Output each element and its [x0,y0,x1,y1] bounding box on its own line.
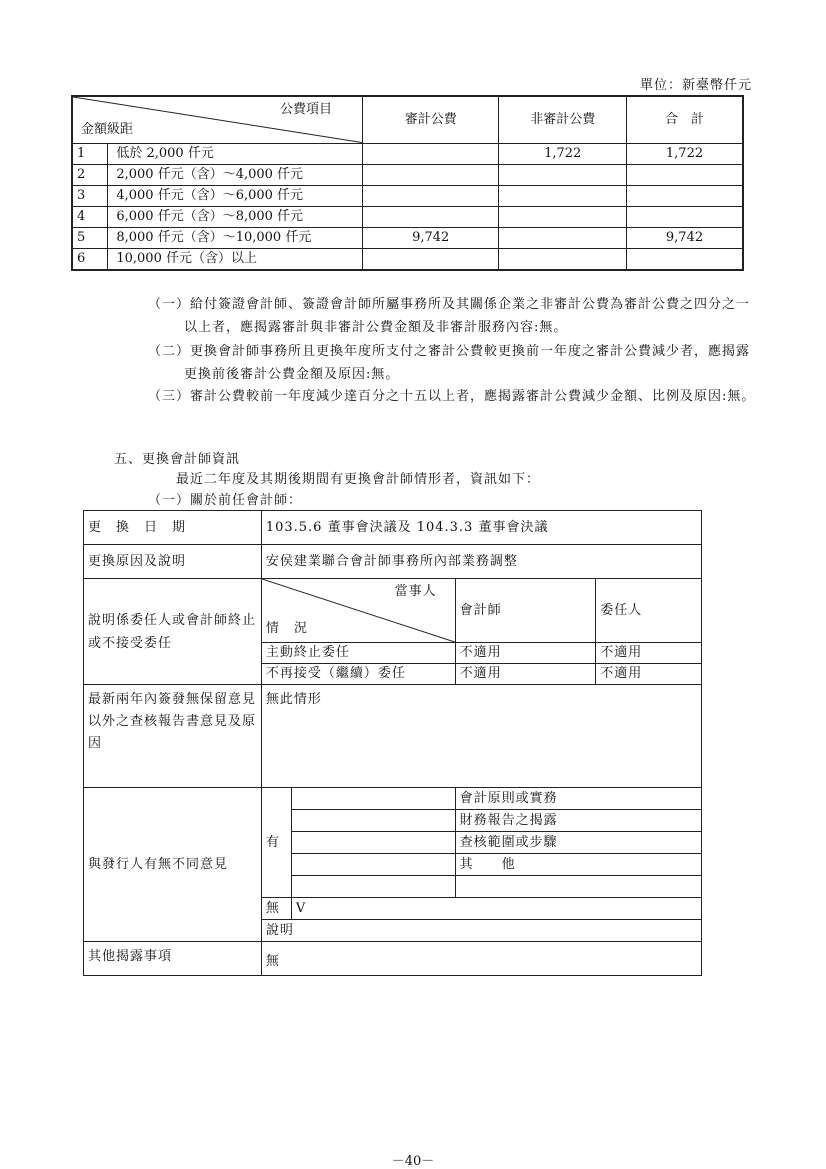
disagree-check-3 [291,832,455,854]
row-total [627,185,744,206]
row-audit: 9,742 [363,227,499,248]
header-fee-item: 公費項目 [279,102,332,117]
table-row [72,206,743,227]
row-number: 2 [72,164,108,185]
note-3 [148,385,758,408]
table-row [72,185,743,206]
row1-client: 不適用 [596,643,702,664]
row-number: 3 [72,185,108,206]
no-label: 無 [261,898,291,920]
page-number: －40－ [391,1154,435,1169]
row-non-audit [499,206,627,227]
reason-label: 更換原因及說明 [84,545,262,579]
note-label: （二） [148,344,191,359]
table-row [72,143,743,164]
note-text: 審計公費較前一年度減少達百分之十五以上者，應揭露審計公費減少金額、比例及原因:無。 [190,389,756,404]
row-range: 6,000 仟元（含）～8,000 仟元 [108,206,363,227]
col-client: 委任人 [596,579,702,643]
disagree-item-5 [455,876,701,898]
unit-label: 單位：新臺幣仟元 [639,78,752,93]
party-header: 當事人 [394,584,437,599]
no-mark: V [291,898,701,920]
row2-label: 不再接受（繼續）委任 [261,664,455,685]
row-audit [363,143,499,164]
cpa-change-table [83,510,702,976]
row2-client: 不適用 [596,664,702,685]
row1-cpa: 不適用 [455,643,596,664]
note-text: 更換會計師事務所且更換年度所支付之審計公費較更換前一年度之審計公費減少者，應揭露更換前後審計公費金額及原因:無。 [184,344,751,382]
table-row [72,248,743,270]
note-text: 給付簽證會計師、簽證會計師所屬事務所及其關係企業之非審計公費為審計公費之四分之一以上者，應揭露審計與非審計公費金額及非審計服務內容:無。 [184,297,751,335]
note-1 [148,293,758,339]
header-amount-range: 金額級距 [81,121,134,137]
disagree-check-5 [291,876,455,898]
explain-label: 說明 [261,920,701,942]
opinion-value: 無此情形 [261,685,701,788]
section-title: 五、更換會計師資訊 [114,452,241,467]
disagree-label: 與發行人有無不同意見 [84,788,262,942]
disagree-item-3: 查核範圍或步驟 [455,832,701,854]
disagree-item-2: 財務報告之揭露 [455,810,701,832]
row-audit [363,164,499,185]
row-total [627,248,744,270]
row-total [627,206,744,227]
reason-value: 安侯建業聯合會計師事務所內部業務調整 [261,545,701,579]
opinion-label: 最新兩年內簽發無保留意見以外之查核報告書意見及原因 [84,685,262,788]
yes-label: 有 [261,788,291,898]
row-total: 1,722 [627,143,744,164]
disagree-check-4 [291,854,455,876]
row-audit [363,206,499,227]
other-label: 其他揭露事項 [84,942,262,976]
termination-label: 說明係委任人或會計師終止或不接受委任 [84,579,262,685]
row-number: 1 [72,143,108,164]
row-range: 2,000 仟元（含）～4,000 仟元 [108,164,363,185]
table-row [72,164,743,185]
note-label: （一） [148,297,191,312]
row1-label: 主動終止委任 [261,643,455,664]
date-label: 更 換 日 期 [84,511,262,545]
section-sub: （一）關於前任會計師： [148,493,303,508]
fee-header-diagonal-cell [72,96,363,143]
row-range: 低於 2,000 仟元 [108,143,363,164]
row-audit [363,248,499,270]
disagree-check-1 [291,788,455,810]
row-range: 8,000 仟元（含）～10,000 仟元 [108,227,363,248]
row-non-audit [499,248,627,270]
section-intro: 最近二年度及其期後期間有更換會計師情形者，資訊如下： [176,472,541,487]
row-number: 5 [72,227,108,248]
col-header-audit: 審計公費 [363,96,499,143]
table-row [72,227,743,248]
note-label: （三） [148,389,191,404]
disagree-check-2 [291,810,455,832]
party-diagonal-cell [261,579,455,643]
row-non-audit [499,164,627,185]
disagree-item-4: 其 他 [455,854,701,876]
row-non-audit [499,227,627,248]
row-audit [363,185,499,206]
row-non-audit: 1,722 [499,143,627,164]
row-total [627,164,744,185]
col-cpa: 會計師 [455,579,596,643]
other-value: 無 [261,942,701,976]
row-non-audit [499,185,627,206]
col-header-total: 合 計 [627,96,744,143]
situation-header: 情 況 [265,621,308,636]
row2-cpa: 不適用 [455,664,596,685]
row-range: 4,000 仟元（含）～6,000 仟元 [108,185,363,206]
note-2 [148,340,758,386]
date-value: 103.5.6 董事會決議及 104.3.3 董事會決議 [261,511,701,545]
row-number: 4 [72,206,108,227]
row-number: 6 [72,248,108,270]
audit-fee-table [71,95,744,271]
row-total: 9,742 [627,227,744,248]
disagree-item-1: 會計原則或實務 [455,788,701,810]
row-range: 10,000 仟元（含）以上 [108,248,363,270]
col-header-non-audit: 非審計公費 [499,96,627,143]
